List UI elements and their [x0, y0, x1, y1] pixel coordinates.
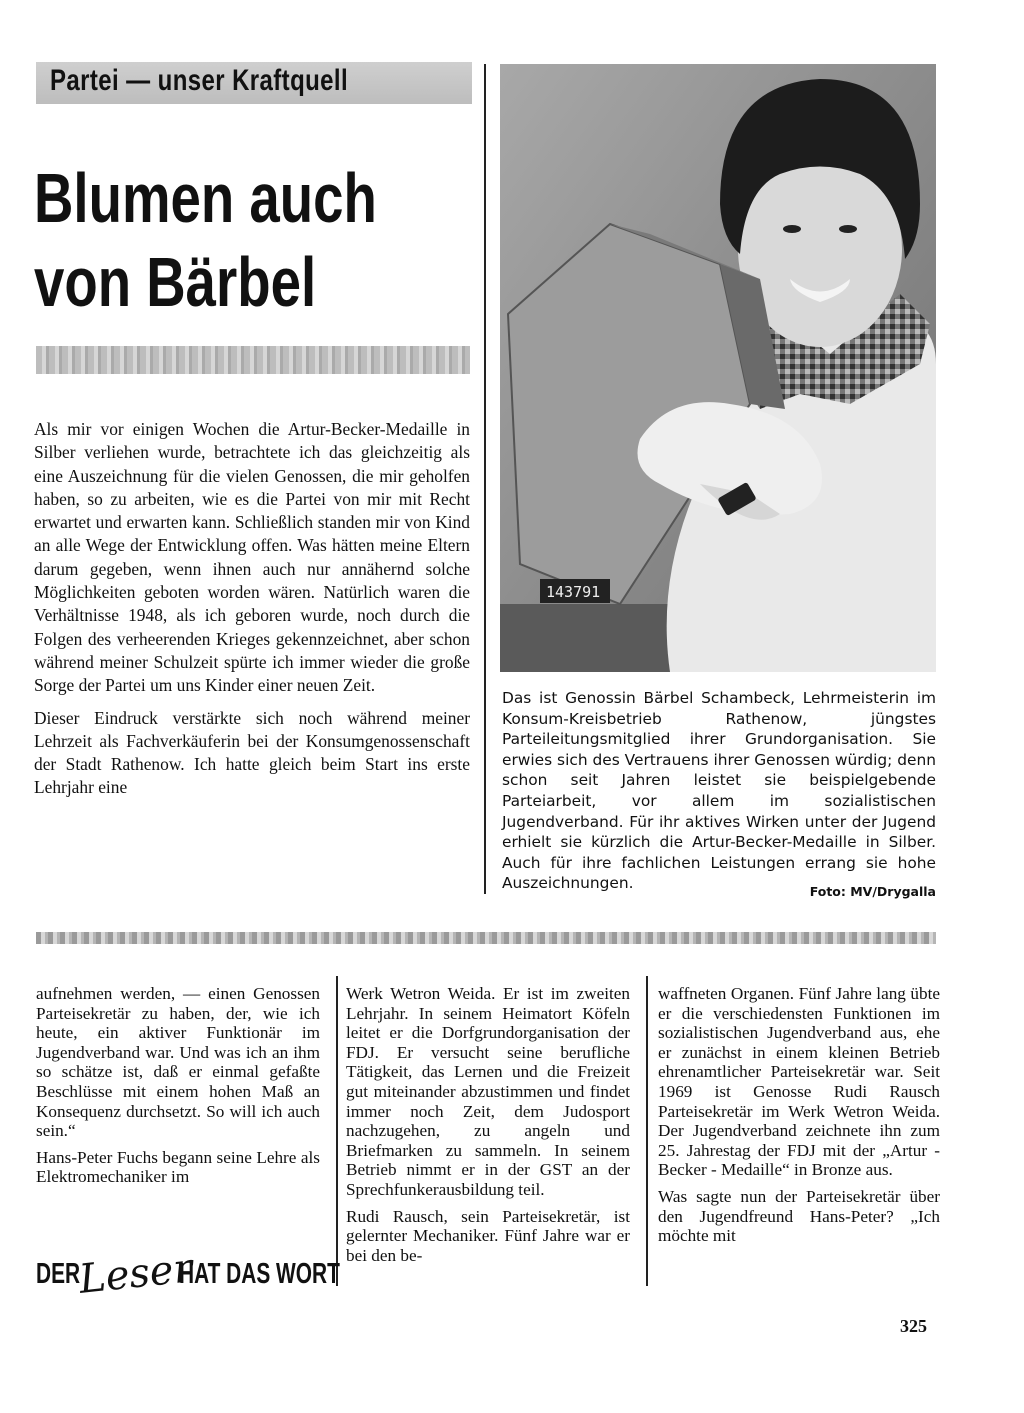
column-3-paragraph-1: waffneten Organen. Fünf Jahre lang übte er die verschiedensten Funktionen im sozialistischen Jugendverband aus, ehe er zunächst in einem kleinen Betrieb ehrenamtlicher Parteisekretär war. Seit 1969 ist Genosse Rudi Rausch Parteisekretär im Werk Wetron Weida. Der Jugendverband zeichnete ihn zum 25. Jahrestag der FDJ mit der „Artur - Becker - Medaille“ in Bronze aus. — [658, 984, 940, 1180]
column-1-paragraph-1: aufnehmen werden, — einen Genossen Parteisekretär zu haben, der, wie ich heute, ein aktiver Funktionär im Jugendverband war. Und was ich an ihm so schätze ist, daß er einmal gefaßte Beschlüsse mit einem hohen Maß an Konsequenz durchsetzt. So will ich auch sein.“ — [36, 984, 320, 1141]
logo-script-leser: Leser — [77, 1245, 195, 1303]
portrait-photo — [500, 64, 936, 672]
column-1 — [36, 984, 320, 1194]
column-separator-2 — [646, 976, 648, 1286]
column-separator-1 — [336, 976, 338, 1286]
intro-paragraph-1: Als mir vor einigen Wochen die Artur-Becker-Medaille in Silber verliehen wurde, betrachtete ich das gleichzeitig als eine Auszeichnung für die vielen Genossen, die mir geholfen haben, so zu arbeiten, wie es die Partei von mir mit Recht erwartet und erwarten kann. Schließlich standen mir von Kind an alle Wege der Entwicklung offen. Was hätten meine Eltern darum gegeben, wenn ihnen auch nur annähernd solche Möglichkeiten geboten worden wären. Natürlich waren die Verhältnisse 1948, als ich geboren wurde, noch durch die Folgen des verheerenden Krieges gekennzeichnet, aber schon während meiner Schulzeit spürte ich immer wieder die große Sorge der Partei um uns Kinder einer neuen Zeit. — [34, 419, 470, 696]
decorative-band — [36, 346, 470, 374]
logo-text-der: DER — [36, 1257, 81, 1290]
photo-credit: Foto: MV/Drygalla — [809, 884, 936, 899]
column-1-paragraph-2: Hans-Peter Fuchs begann seine Lehre als Elektromechaniker im — [36, 1147, 320, 1187]
section-logo — [36, 1245, 402, 1303]
intro-text — [34, 418, 470, 809]
headline — [34, 156, 377, 324]
column-2-paragraph-1: Werk Wetron Weida. Er ist im zweiten Lehrjahr. In seinem Heimatort Köfeln leitet er die Dorfgrundorganisation der FDJ. Er versucht seine berufliche Tätigkeit, das Lernen und die Freizeit gut miteinander abzustimmen und findet immer noch Zeit, dem Judosport nachzugehen, zu angeln und Briefmarken zu sammeln. In seinem Betrieb nimmt er in der GST an der Sprechfunkerausbildung teil. — [346, 984, 630, 1199]
headline-line-1: Blumen auch — [34, 159, 377, 237]
section-divider — [36, 932, 936, 944]
kicker-title: Partei — unser Kraftquell — [50, 64, 349, 97]
column-3 — [658, 984, 940, 1253]
page-number: 325 — [900, 1316, 927, 1336]
column-3-paragraph-2: Was sagte nun der Parteisekretär über den Jugendfreund Hans-Peter? „Ich möchte mit — [658, 1186, 940, 1246]
headline-line-2: von Bärbel — [34, 243, 317, 321]
box-label: 143791 — [546, 583, 601, 601]
photo-illustration — [500, 64, 936, 672]
photo-caption: Das ist Genossin Bärbel Schambeck, Lehrmeisterin im Konsum-Kreisbetrieb Rathenow, jüngstes Parteileitungsmitglied ihrer Grundorganisation. Sie erwies sich des Vertrauens ihrer Genossen würdig; denn schon seit Jahren leistet sie beispielgebende Parteiarbeit, vor allem im sozialistischen Jugendverband. Für ihr aktives Wirken unter der Jugend erhielt sie kürzlich die Artur-Becker-Medaille in Silber. Auch für ihre fachlichen Leistungen errang sie hohe Auszeichnungen. — [502, 689, 936, 893]
column-2 — [346, 984, 630, 1272]
logo-text-hat-das-wort: HAT DAS WORT — [178, 1257, 340, 1290]
column-2-paragraph-2: Rudi Rausch, sein Parteisekretär, ist gelernter Mechaniker. Fünf Jahre war er bei den be- — [346, 1206, 630, 1265]
intro-paragraph-2: Dieser Eindruck verstärkte sich noch während meiner Lehrzeit als Fachverkäuferin bei der Konsumgenossenschaft der Stadt Rathenow. Ich hatte gleich beim Start ins erste Lehrjahr eine — [34, 707, 470, 798]
column-divider — [484, 64, 486, 894]
